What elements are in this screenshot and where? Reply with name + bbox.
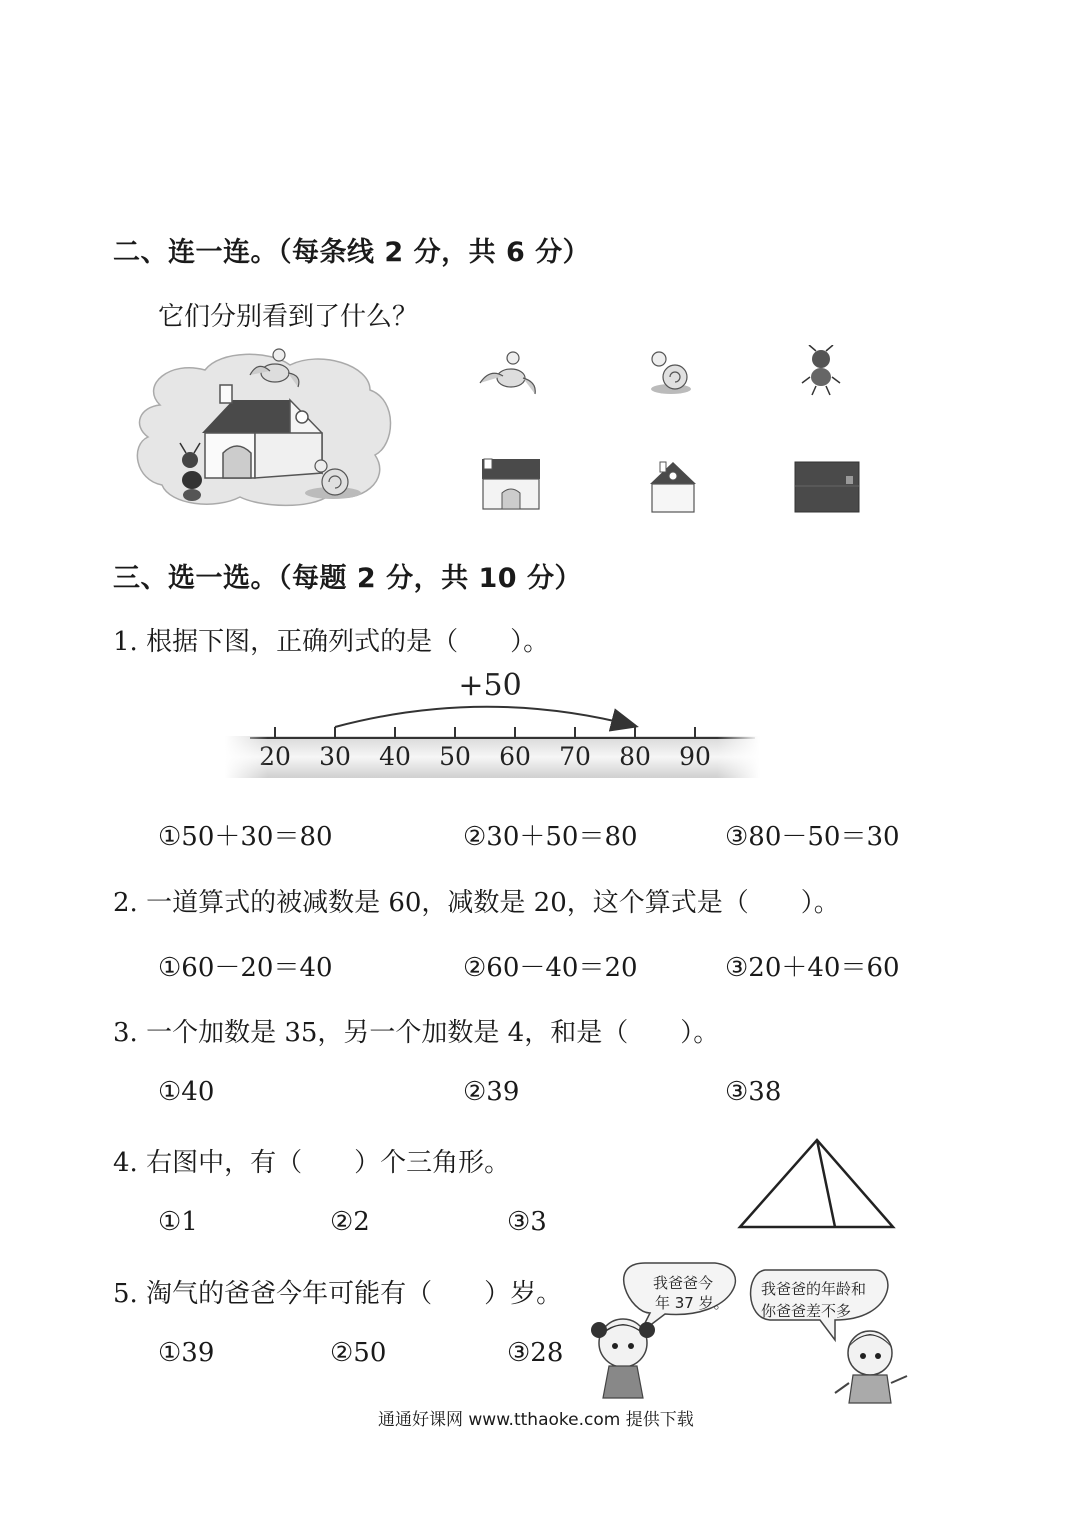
q3-option-3[interactable]: ③38 — [725, 1077, 782, 1107]
house-top-view-icon — [794, 460, 860, 514]
q4-option-2[interactable]: ②2 — [330, 1207, 370, 1237]
q1-option-2[interactable]: ②30＋50＝80 — [463, 822, 638, 852]
house-scene-illustration — [130, 345, 395, 510]
snail-view-icon — [645, 345, 693, 395]
q1-option-1[interactable]: ①50＋30＝80 — [158, 822, 333, 852]
q5-option-2[interactable]: ②50 — [330, 1338, 387, 1368]
q1-option-3[interactable]: ③80－50＝30 — [725, 822, 900, 852]
q5-option-1[interactable]: ①39 — [158, 1338, 215, 1368]
section-2-prompt: 它们分别看到了什么？ — [158, 302, 419, 332]
q2-option-2[interactable]: ②60－40＝20 — [463, 953, 638, 983]
ant-view-icon — [800, 345, 842, 397]
q3-option-1[interactable]: ①40 — [158, 1077, 215, 1107]
question-4-text: 4. 右图中，有（ ）个三角形。 — [113, 1148, 511, 1178]
house-front-view-icon — [480, 457, 542, 512]
boy-icon — [835, 1331, 907, 1403]
jump-arc-arrow — [335, 707, 635, 727]
bubble-right-line-1: 我爸爸的年龄和 — [761, 1280, 867, 1298]
question-1-text: 1. 根据下图，正确列式的是（ ）。 — [113, 627, 550, 657]
section-2-title: 二、连一连。（每条线 2 分，共 6 分） — [113, 237, 591, 268]
triangle-figure — [735, 1135, 900, 1230]
q2-option-3[interactable]: ③20＋40＝60 — [725, 953, 900, 983]
bubble-left-line-1: 我爸爸今 — [653, 1274, 714, 1292]
q5-option-3[interactable]: ③28 — [507, 1338, 564, 1368]
kids-dialogue-illustration — [585, 1258, 915, 1408]
footer-text: 通通好课网 www.tthaoke.com 提供下载 — [378, 1410, 694, 1430]
bubble-left-line-2: 年 37 岁。 — [655, 1294, 729, 1312]
girl-icon — [591, 1319, 655, 1398]
arc-label: +50 — [458, 668, 522, 703]
question-2-text: 2. 一道算式的被减数是 60，减数是 20，这个算式是（ ）。 — [113, 888, 840, 918]
house-side-view-icon — [648, 460, 698, 514]
bubble-right-line-2: 你爸爸差不多 — [761, 1302, 852, 1320]
q4-option-1[interactable]: ①1 — [158, 1207, 198, 1237]
q2-option-1[interactable]: ①60－20＝40 — [158, 953, 333, 983]
number-line-figure — [225, 665, 760, 787]
q3-option-2[interactable]: ②39 — [463, 1077, 520, 1107]
section-3-title: 三、选一选。（每题 2 分，共 10 分） — [113, 563, 582, 594]
q4-option-3[interactable]: ③3 — [507, 1207, 547, 1237]
bird-view-icon — [475, 348, 545, 398]
question-3-text: 3. 一个加数是 35，另一个加数是 4，和是（ ）。 — [113, 1018, 720, 1048]
question-5-text: 5. 淘气的爸爸今年可能有（ ）岁。 — [113, 1279, 563, 1309]
